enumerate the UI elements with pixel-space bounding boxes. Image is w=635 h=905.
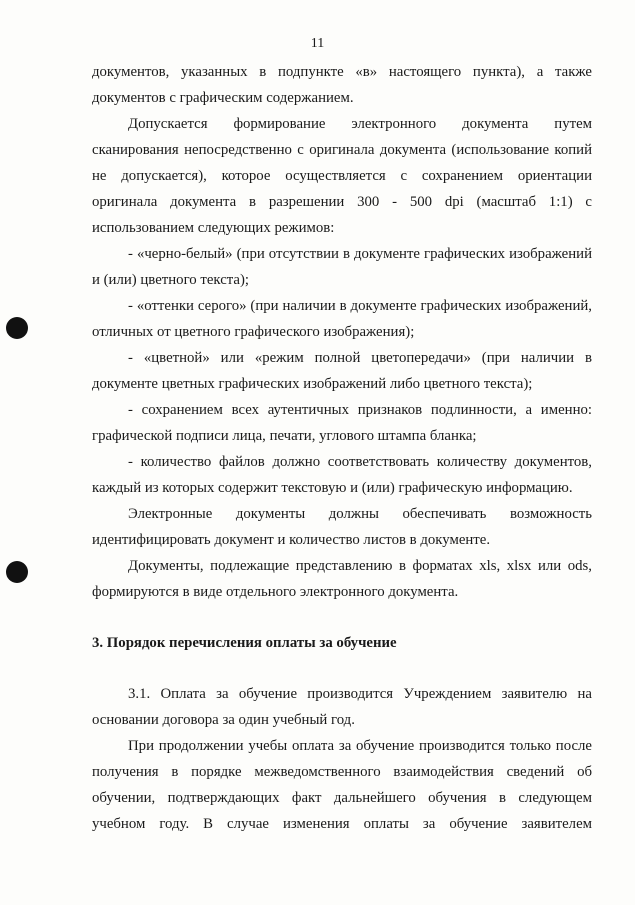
page-number: 11 bbox=[310, 36, 325, 51]
list-item: - сохранением всех аутентичных признаков подлинности, а именно: графической подписи лица, печати, углового штампа бланка; bbox=[92, 402, 592, 444]
list-item: - «черно-белый» (при отсутствии в документе графических изображений и (или) цветного текста); bbox=[92, 246, 592, 288]
paragraph: Допускается формирование электронного документа путем сканирования непосредственно с оригинала документа (использование копий не допускается), которое осуществляется с сохранением ориентации оригинала документа в разрешении 300 - 500 dpi (масштаб 1:1) с использованием следующих режимов: bbox=[92, 116, 592, 236]
binder-hole-top bbox=[6, 317, 28, 339]
paragraph: При продолжении учебы оплата за обучение производится только после получения в порядке межведомственного взаимодействия сведений об обучении, подтверждающих факт дальнейшего обучения в следующем учебном году. В случае изменения оплаты за обучение заявителем bbox=[92, 738, 592, 832]
paragraph: 3.1. Оплата за обучение производится Учреждением заявителю на основании договора за один учебный год. bbox=[92, 686, 592, 728]
paragraph: Документы, подлежащие представлению в форматах xls, xlsx или ods, формируются в виде отдельного электронного документа. bbox=[92, 558, 592, 600]
paragraph: документов, указанных в подпункте «в» настоящего пункта), а также документов с графическим содержанием. bbox=[92, 64, 592, 106]
list-item: - «цветной» или «режим полной цветопередачи» (при наличии в документе цветных графических изображений либо цветного текста); bbox=[92, 350, 592, 392]
document-body bbox=[92, 59, 592, 837]
list-item: - «оттенки серого» (при наличии в документе графических изображений, отличных от цветного графического изображения); bbox=[92, 298, 592, 340]
binder-hole-bottom bbox=[6, 561, 28, 583]
paragraph: Электронные документы должны обеспечивать возможность идентифицировать документ и количество листов в документе. bbox=[92, 506, 592, 548]
list-item: - количество файлов должно соответствовать количеству документов, каждый из которых содержит текстовую и (или) графическую информацию. bbox=[92, 454, 592, 496]
section-heading: 3. Порядок перечисления оплаты за обучение bbox=[92, 635, 397, 651]
